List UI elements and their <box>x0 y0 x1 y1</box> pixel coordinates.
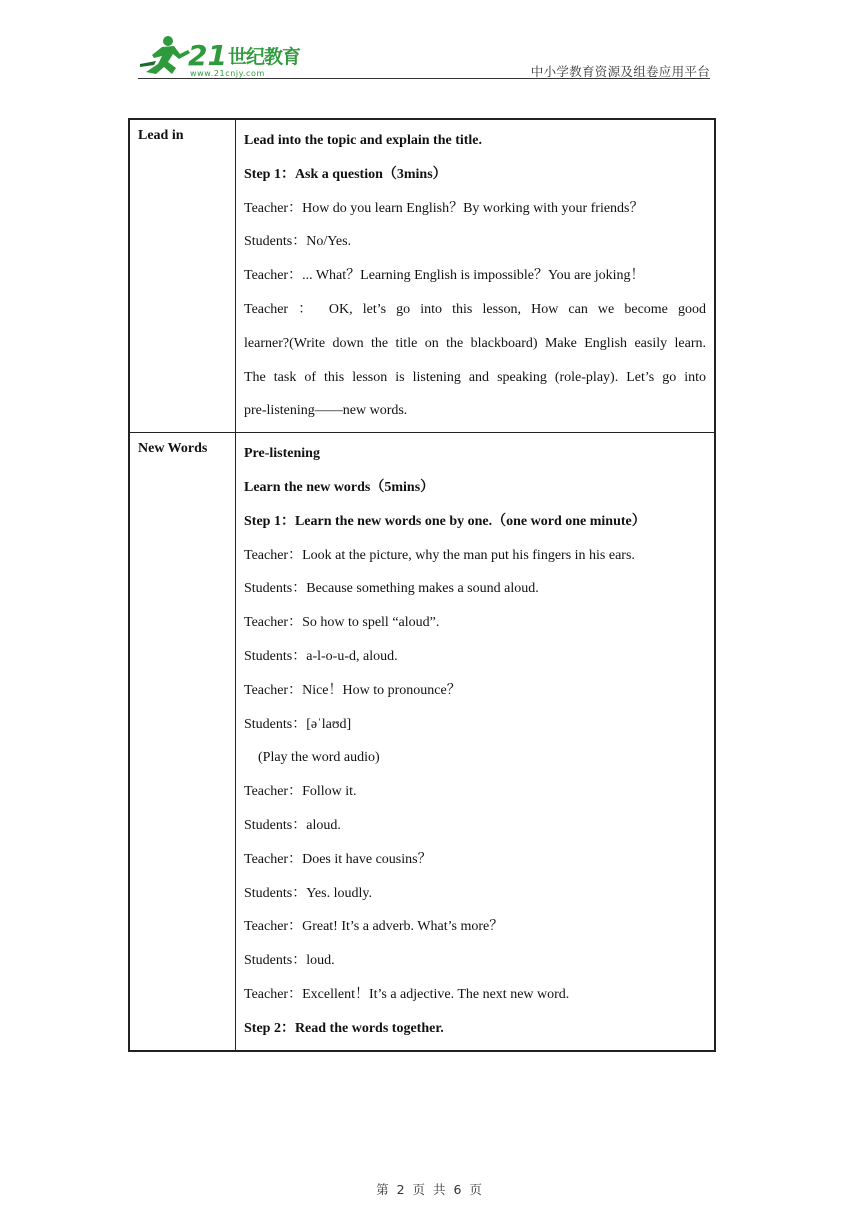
section-content <box>236 433 716 1051</box>
content-line: Teacher：Follow it. <box>244 784 357 800</box>
content-line: The task of this lesson is listening and speaking (role-play). Let’s go into <box>244 369 706 385</box>
step-heading: Step 1：Learn the new words one by one.（one word one minute） <box>244 513 646 529</box>
logo-number-text: 21 <box>188 39 227 72</box>
step-heading: Step 2：Read the words together. <box>244 1020 444 1036</box>
content-line: Teacher：Does it have cousins？ <box>244 851 432 867</box>
logo-21cnjy <box>138 34 318 78</box>
content-line: Teacher：Look at the picture, why the man put his fingers in his ears. <box>244 547 635 563</box>
content-line: Learn the new words（5mins） <box>244 479 435 495</box>
content-line: Students：loud. <box>244 953 335 969</box>
platform-title: 中小学教育资源及组卷应用平台 <box>530 64 710 79</box>
logo-chinese-text: 世纪教育 <box>228 46 301 68</box>
logo-url-text: www.21cnjy.com <box>190 69 265 78</box>
section-label: Lead in <box>129 119 236 433</box>
table-row-lead-in <box>129 119 715 433</box>
page-header <box>138 34 710 80</box>
table-row-new-words <box>129 433 715 1051</box>
content-line: Teacher ： OK, let’s go into this lesson, How can we become good <box>244 301 706 317</box>
content-line: learner?(Write down the title on the blackboard) Make English easily learn. <box>244 335 706 351</box>
content-line: Students：No/Yes. <box>244 234 352 250</box>
content-line: Teacher：Great! It’s a adverb. What’s more？ <box>244 919 504 935</box>
content-line: Teacher：... What？Learning English is impossible？You are joking！ <box>244 268 645 284</box>
content-line: Students：Because something makes a sound aloud. <box>244 581 539 597</box>
content-line: Pre-listening <box>244 446 320 462</box>
content-line: pre-listening——new words. <box>244 403 408 419</box>
content-line: Teacher：How do you learn English？By working with your friends？ <box>244 200 644 216</box>
content-line: Lead into the topic and explain the title. <box>244 133 483 148</box>
content-line: Students：[əˈlaʊd] <box>244 716 352 732</box>
section-content <box>236 119 716 433</box>
content-line: Students：Yes. loudly. <box>244 885 372 901</box>
page-footer: 第 2 页 共 6 页 <box>376 1182 484 1197</box>
lesson-plan-table <box>128 118 716 1052</box>
step-heading: Step 1：Ask a question（3mins） <box>244 166 447 182</box>
content-line: (Play the word audio) <box>258 750 380 766</box>
content-line: Teacher：Nice！How to pronounce？ <box>244 682 461 698</box>
content-line: Teacher：Excellent！It’s a adjective. The next new word. <box>244 986 570 1002</box>
content-line: Students：a-l-o-u-d, aloud. <box>244 648 398 664</box>
content-line: Teacher：So how to spell “aloud”. <box>244 615 440 631</box>
header-divider <box>138 78 710 79</box>
section-label: New Words <box>129 433 236 1051</box>
content-line: Students：aloud. <box>244 817 341 833</box>
